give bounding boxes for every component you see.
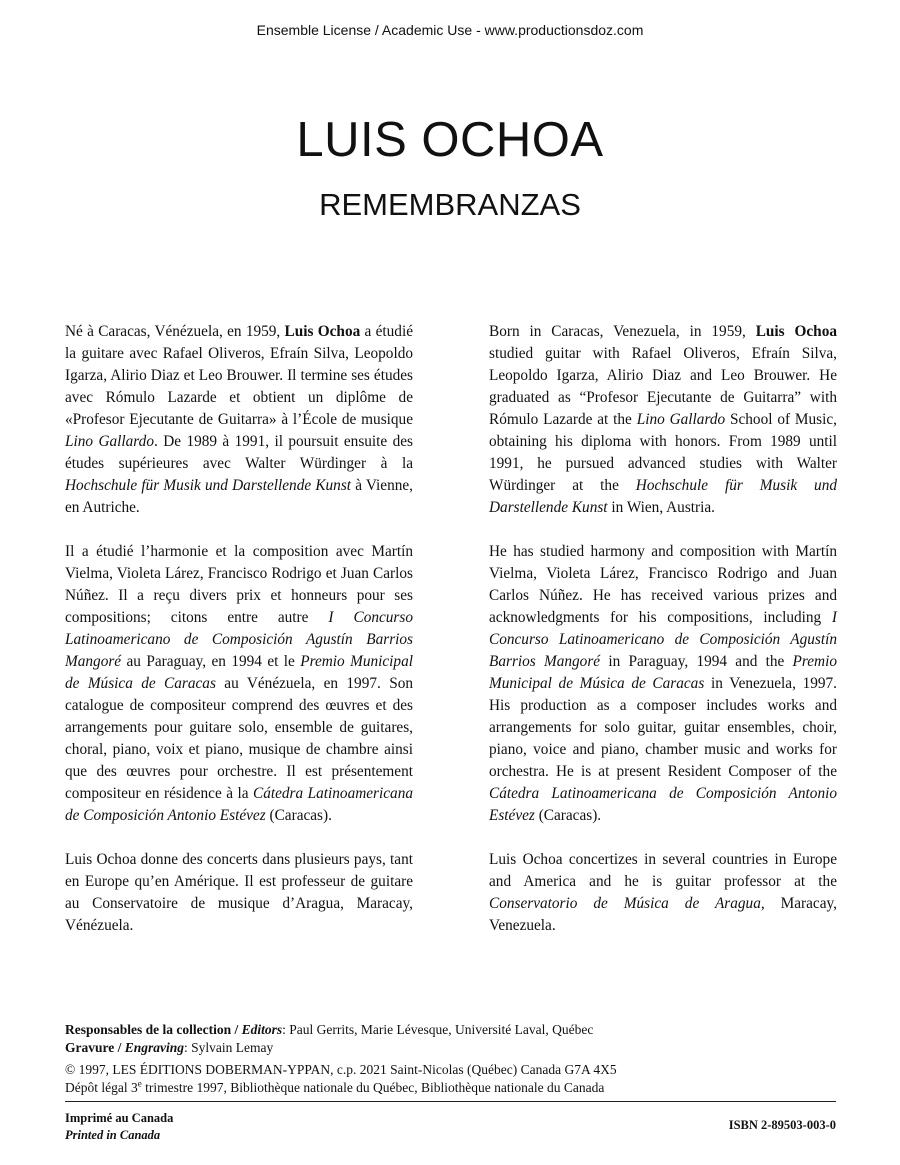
license-header: Ensemble License / Academic Use - www.productionsdoz.com: [256, 22, 644, 38]
copyright-line: © 1997, LES ÉDITIONS DOBERMAN-YPPAN, c.p. 2021 Saint-Nicolas (Québec) Canada G7A 4X5: [65, 1062, 617, 1077]
engraving-label-en: Engraving: [124, 1040, 185, 1055]
english-paragraph-3: [489, 849, 837, 937]
text-run: au Vénézuela, en 1997. Son catalogue de compositeur comprend des œuvres et des arrangements pour guitare solo, ensemble de guitares, choral, piano, voix et piano, musique de chambre ainsi que des œuvres pour orchestre. Il est présentement compositeur en résidence à la: [65, 675, 413, 802]
hochschule-name: Hochschule für Musik und Darstellende Kunst: [65, 477, 352, 494]
text-run: studied guitar with Rafael Oliveros, Efraín Silva, Leopoldo Igarza, Alirio Diaz and Leo Brouwer. He graduated as “Profesor Ejecutante de Guitarra” with Rómulo Lazarde at the: [489, 345, 837, 428]
conservatorio-name: Conservatorio de Música de Aragua,: [489, 895, 765, 912]
text-run: Dépôt légal 3: [65, 1080, 138, 1095]
prize-name: Premio Municipal de Música de Caracas: [65, 653, 413, 692]
printed-in-canada: [65, 1110, 173, 1144]
text-run: in Wien, Austria.: [607, 499, 715, 516]
composer-name: LUIS OCHOA: [296, 113, 604, 167]
contest-name: I Concurso Latinoamericano de Composición Agustín Barrios Mangoré: [489, 609, 837, 670]
school-name: Lino Gallardo: [636, 411, 726, 428]
french-biography: [65, 321, 413, 959]
engraving-line: [65, 1039, 845, 1057]
text-run: Luis Ochoa donne des concerts dans plusieurs pays, tant en Europe qu’en Amérique. Il est professeur de guitare au Conservatoire de musique d’Aragua, Maracay, Vénézuela.: [65, 851, 413, 934]
english-biography: [489, 321, 837, 959]
text-run: (Caracas).: [534, 807, 602, 824]
school-name: Lino Gallardo: [65, 433, 154, 450]
english-paragraph-1: [489, 321, 837, 519]
text-run: in Paraguay, 1994 and the: [600, 653, 793, 670]
printed-en: Printed in Canada: [65, 1128, 161, 1142]
contest-name: I Concurso Latinoamericano de Composición Agustín Barrios Mangoré: [65, 609, 413, 670]
legal-deposit-line: [65, 1079, 845, 1097]
text-run: Né à Caracas, Vénézuela, en 1959,: [65, 323, 285, 340]
text-run: a étudié la guitare avec Rafael Oliveros, Efraín Silva, Leopoldo Igarza, Alirio Diaz et Leo Brouwer. Il termine ses études avec Rómulo Lazarde et obtient un diplôme de «Profesor Ejecutante de Guitarra» à l’École de musique: [65, 323, 413, 428]
slash: /: [231, 1022, 242, 1037]
composer-name-bold: Luis Ochoa: [755, 323, 837, 340]
text-run: He has studied harmony and composition with Martín Vielma, Violeta Lárez, Francisco Rodrigo and Juan Carlos Núñez. He has received various prizes and acknowledgments for his compositions, including: [489, 543, 837, 626]
superscript: e: [137, 1078, 142, 1089]
text-run: au Paraguay, en 1994 et le: [121, 653, 301, 670]
text-run: Born in Caracas, Venezuela, in 1959,: [489, 323, 756, 340]
footer-divider: [65, 1101, 836, 1102]
french-paragraph-3: [65, 849, 413, 937]
text-run: in Venezuela, 1997. His production as a composer includes works and arrangements for solo guitar, guitar ensembles, choir, piano, voice and piano, chamber music and works for orchestra. He is at present Resident Composer of the: [489, 675, 837, 780]
composer-name-bold: Luis Ochoa: [284, 323, 361, 340]
credits-block: [65, 1021, 845, 1097]
english-paragraph-2: [489, 541, 837, 827]
editors-line: [65, 1021, 845, 1039]
text-run: Luis Ochoa concertizes in several countries in Europe and America and he is guitar professor at the: [489, 851, 837, 890]
editors-label-fr: Responsables de la collection: [65, 1022, 232, 1037]
engraving-label-fr: Gravure: [65, 1040, 115, 1055]
slash: /: [114, 1040, 125, 1055]
text-run: (Caracas).: [265, 807, 332, 824]
text-run: Il a étudié l’harmonie et la composition avec Martín Vielma, Violeta Lárez, Francisco Rodrigo et Juan Carlos Núñez. Il a reçu divers prix et honneurs pour ses compositions; citons entre autre: [65, 543, 413, 626]
catedra-name: Cátedra Latinoamericana de Composición Antonio Estévez: [489, 785, 837, 824]
isbn: ISBN 2-89503-003-0: [728, 1118, 836, 1132]
hochschule-name: Hochschule für Musik und Darstellende Kunst: [489, 477, 837, 516]
catedra-name: Cátedra Latinoamericana de Composición Antonio Estévez: [65, 785, 413, 824]
french-paragraph-1: [65, 321, 413, 519]
text-run: School of Music, obtaining his diploma with honors. From 1989 until 1991, he pursued advanced studies with Walter Würdinger at the: [489, 411, 837, 494]
text-run: . De 1989 à 1991, il poursuit ensuite des études supérieures avec Walter Würdinger à la: [65, 433, 413, 472]
text-run: trimestre 1997, Bibliothèque nationale du Québec, Bibliothèque nationale du Canada: [141, 1080, 605, 1095]
prize-name: Premio Municipal de Música de Caracas: [489, 653, 837, 692]
printed-fr: Imprimé au Canada: [65, 1111, 174, 1125]
french-paragraph-2: [65, 541, 413, 827]
work-title: REMEMBRANZAS: [319, 187, 581, 222]
text-run: Maracay, Venezuela.: [489, 895, 837, 934]
editors-label-en: Editors: [241, 1022, 283, 1037]
text-run: à Vienne, en Autriche.: [65, 477, 413, 516]
editors-value: : Paul Gerrits, Marie Lévesque, Université Laval, Québec: [282, 1022, 594, 1037]
engraving-value: : Sylvain Lemay: [184, 1040, 274, 1055]
